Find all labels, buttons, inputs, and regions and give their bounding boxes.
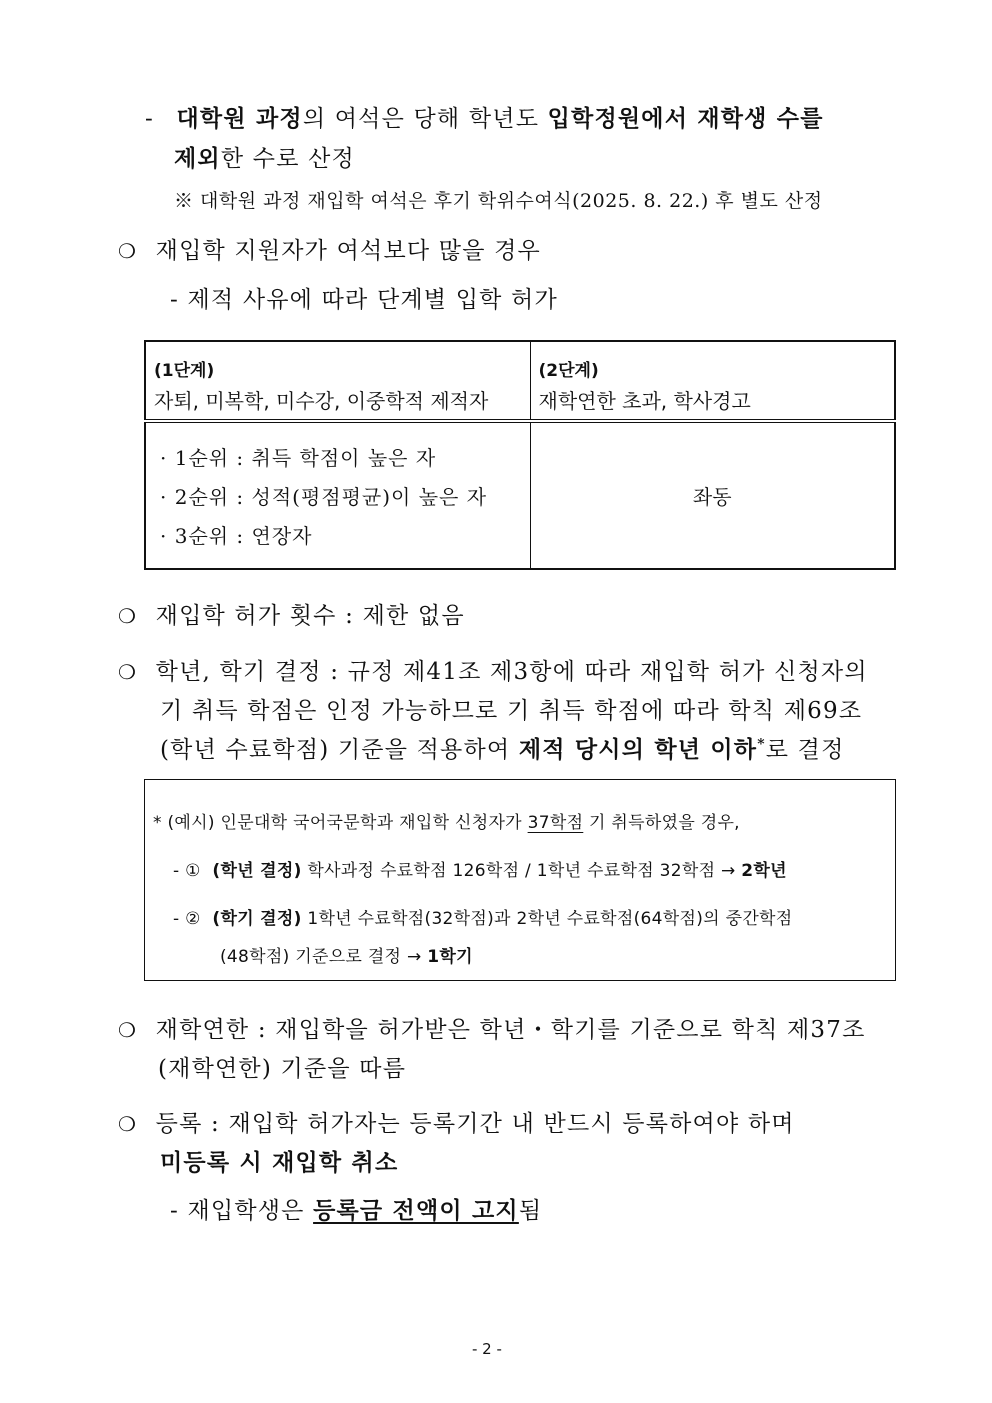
example-item-1: [173, 856, 787, 881]
circle-bullet-icon: ❍: [118, 660, 138, 684]
grad-line-1: [145, 100, 824, 133]
same-as-left: 좌동: [530, 421, 895, 569]
register-line-2: 미등록 시 재입학 취소: [160, 1149, 399, 1176]
stage1-desc: 자퇴, 미복학, 미수강, 이중학적 제적자: [154, 389, 489, 413]
dash: -: [145, 106, 154, 132]
excess-sub: - 제적 사유에 따라 단계별 입학 허가: [170, 287, 558, 313]
grad-text-2: 한 수로 산정: [220, 146, 355, 172]
priority-1: · 1순위 : 취득 학점이 높은 자: [160, 446, 437, 470]
priority-2: · 2순위 : 성적(평점평균)이 높은 자: [160, 485, 488, 509]
stage-table-header: [145, 341, 895, 421]
circle-bullet-icon: ❍: [118, 239, 138, 263]
grad-emph-exclude: 제외: [174, 145, 221, 172]
limit-line-1: [118, 1011, 866, 1044]
register-sub-end: 됨: [518, 1198, 543, 1224]
grade-text-3: (학년 수료학점) 기준을 적용하여: [160, 737, 519, 763]
grade-text-1: 학년, 학기 결정 : 규정 제41조 제3항에 따라 재입학 허가 신청자의: [155, 659, 868, 685]
item2-label: (학기 결정): [212, 909, 302, 929]
grad-line-2: [174, 140, 355, 173]
grade-line-2: 기 취득 학점은 인정 가능하므로 기 취득 학점에 따라 학칙 제69조: [160, 698, 863, 724]
item2-result: 1학기: [427, 947, 473, 967]
example-box: [144, 779, 896, 981]
grad-emph-quota: 입학정원에서 재학생 수를: [547, 105, 824, 132]
grade-emph: 제적 당시의 학년 이하: [518, 736, 758, 763]
item1-result: 2학년: [741, 861, 787, 881]
item2-line2: (48학점) 기준으로 결정 →: [220, 947, 428, 967]
circle-bullet-icon: ❍: [118, 1112, 138, 1136]
count-line: [118, 597, 465, 630]
count-text: 재입학 허가 횟수 : 제한 없음: [155, 603, 465, 629]
example-intro: [153, 808, 740, 833]
stage2-desc: 재학연한 초과, 학사경고: [538, 389, 751, 413]
excess-heading: [118, 232, 541, 265]
example-intro-end: 기 취득하였을 경우,: [583, 813, 740, 833]
item2-prefix: - ②: [173, 909, 201, 929]
item2-text: 1학년 수료학점(32학점)과 2학년 수료학점(64학점)의 중간학점: [301, 909, 793, 929]
example-intro-text: * (예시) 인문대학 국어국문학과 재입학 신청자가: [153, 813, 528, 833]
item1-prefix: - ①: [173, 861, 201, 881]
example-credits: 37학점: [527, 813, 584, 833]
priority-3: · 3순위 : 연장자: [160, 524, 313, 548]
stage-table: [144, 340, 896, 570]
register-text-1: 등록 : 재입학 허가자는 등록기간 내 반드시 등록하여야 하며: [155, 1111, 795, 1137]
stage-table-body: [145, 421, 895, 569]
item1-text: 학사과정 수료학점 126학점 / 1학년 수료학점 32학점 →: [301, 861, 742, 881]
register-sub-text: - 재입학생은: [170, 1198, 314, 1224]
register-line-1: [118, 1105, 795, 1138]
stage2-label: (2단계): [538, 361, 599, 381]
grad-emph-course: 대학원 과정: [176, 105, 303, 132]
circle-bullet-icon: ❍: [118, 604, 138, 628]
footnote-mark: *: [757, 736, 766, 753]
limit-line-2: (재학연한) 기준을 따름: [158, 1056, 407, 1082]
grade-text-3c: 로 결정: [765, 737, 845, 763]
stage1-label: (1단계): [154, 361, 215, 381]
grad-note: ※ 대학원 과정 재입학 여석은 후기 학위수여식(2025. 8. 22.) 후 별도 산정: [174, 190, 823, 212]
stage2-header: [530, 341, 895, 421]
example-item-2: [173, 904, 792, 929]
grade-line-1: [118, 653, 868, 686]
grad-text: 의 여석은 당해 학년도: [302, 106, 548, 132]
limit-text-1: 재학연한 : 재입학을 허가받은 학년・학기를 기준으로 학칙 제37조: [155, 1017, 866, 1043]
register-sub: [170, 1192, 542, 1225]
register-sub-emph: 등록금 전액이 고지: [313, 1197, 519, 1224]
circle-bullet-icon: ❍: [118, 1018, 138, 1042]
priority-list: [145, 421, 530, 569]
page-number: - 2 -: [472, 1340, 502, 1358]
grade-line-3: [160, 731, 845, 764]
example-item-2-cont: [220, 942, 473, 967]
excess-title: 재입학 지원자가 여석보다 많을 경우: [155, 238, 541, 264]
stage1-header: [145, 341, 530, 421]
item1-label: (학년 결정): [212, 861, 302, 881]
